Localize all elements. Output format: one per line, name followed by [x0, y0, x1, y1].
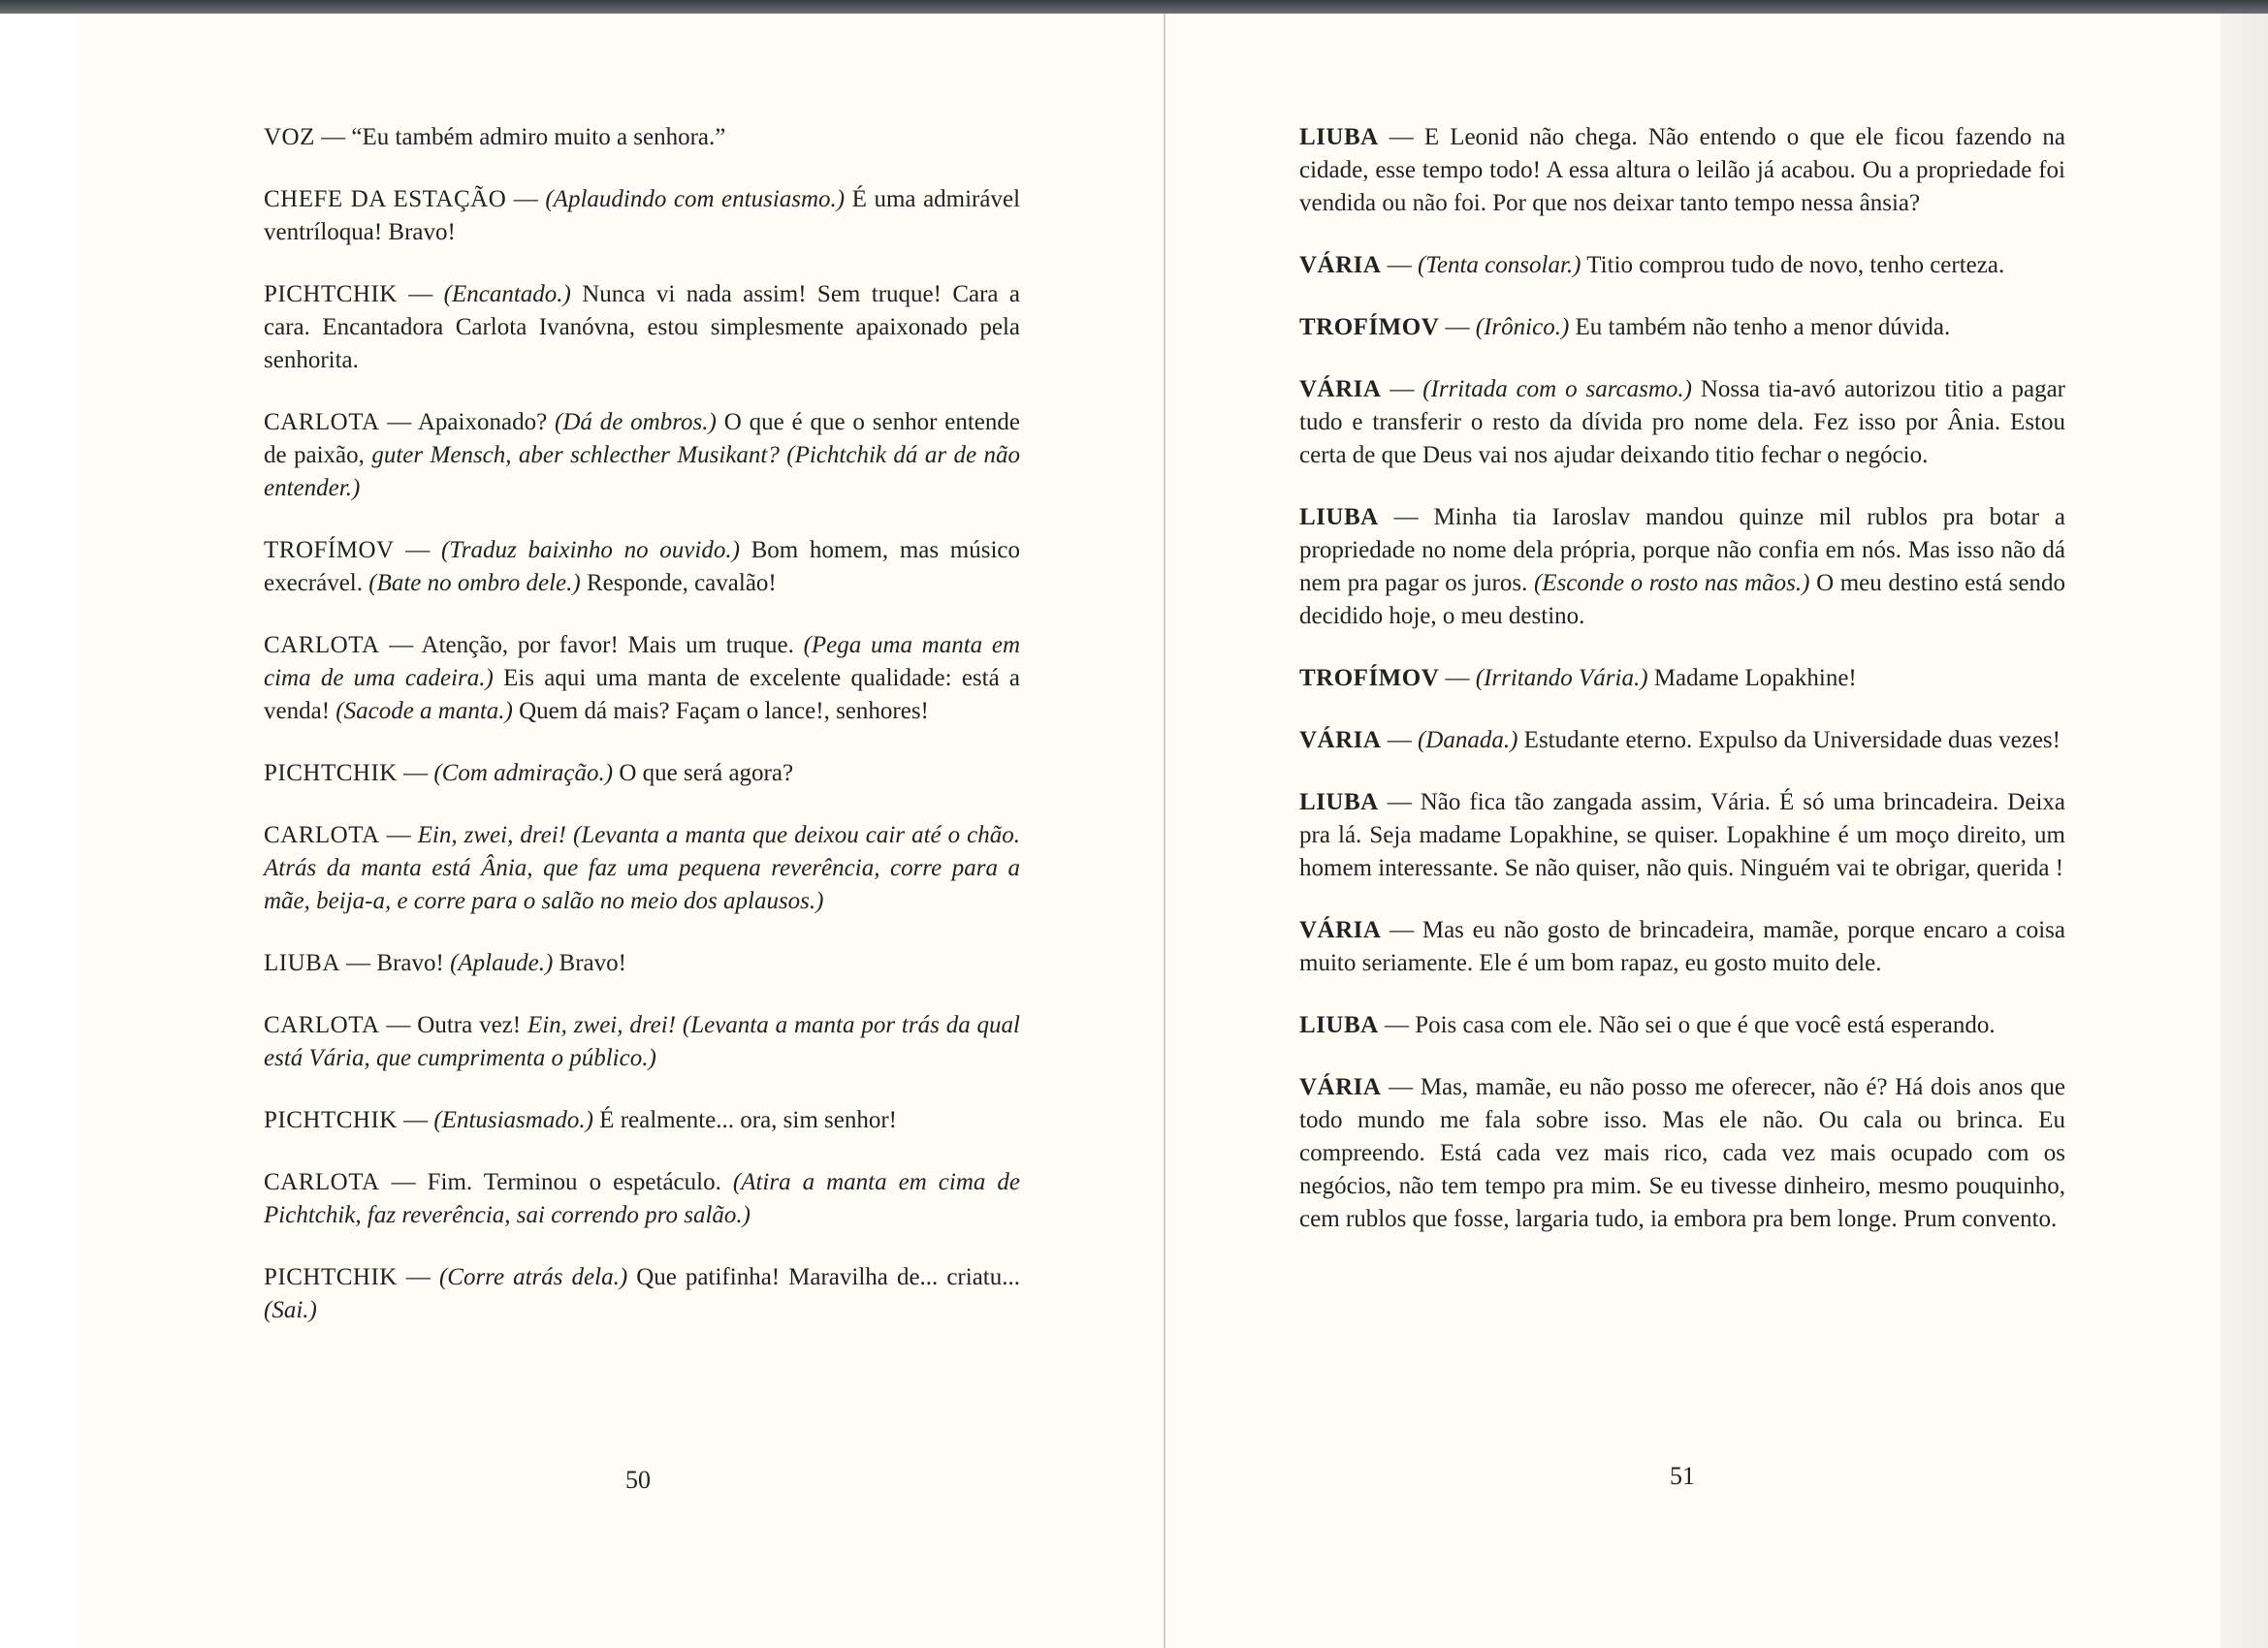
dialogue-line: VÁRIA — (Tenta consolar.) Titio comprou tudo de novo, tenho certeza.: [1299, 252, 2005, 278]
speaker-name: VÁRIA: [1299, 376, 1382, 402]
stage-direction: (Sai.): [264, 1297, 317, 1323]
page-number-left: 50: [625, 1466, 651, 1494]
right-page-text: [1299, 121, 2065, 1265]
dialogue-text: É realmente... ora, sim senhor!: [592, 1107, 898, 1133]
dialogue-text: O que será agora?: [613, 760, 794, 786]
speaker-name: PICHTCHIK: [264, 1107, 398, 1133]
speaker-name: LIUBA: [1299, 1012, 1379, 1038]
stage-direction: (Encantado.): [443, 281, 571, 307]
dialogue-line: LIUBA — Não fica tão zangada assim, Vária. É só uma brincadeira. Deixa pra lá. Seja madame Lopakhine, se quiser. Lopakhine é um moço direito, um homem interessante. Se não quiser, não quis. Ninguém vai te obrigar, querida !: [1299, 789, 2065, 881]
dialogue-line: TROFÍMOV — (Irônico.) Eu também não tenho a menor dúvida.: [1299, 314, 1951, 340]
dialogue-text: Outra vez!: [417, 1012, 527, 1038]
stage-direction: (Traduz baixinho no ouvido.): [440, 537, 740, 563]
stage-direction: (Irônico.): [1475, 314, 1570, 340]
left-page-text: [264, 121, 1020, 1356]
dialogue-text: Titio comprou tudo de novo, tenho certeza.: [1581, 252, 2005, 278]
dialogue-text: Atenção, por favor! Mais um truque.: [421, 632, 804, 658]
dialogue-line: CARLOTA — Fim. Terminou o espetáculo. (Atira a manta em cima de Pichtchik, faz reverência, sai correndo pro salão.): [264, 1169, 1021, 1228]
stage-direction: (Bate no ombro dele.): [368, 570, 581, 596]
speaker-name: CARLOTA: [264, 632, 380, 658]
dialogue-line: CARLOTA — Ein, zwei, drei! (Levanta a manta que deixou cair até o chão. Atrás da manta está Ânia, que faz uma pequena reverência, corre para a mãe, beija-a, e corre para o salão no meio dos aplausos.): [264, 822, 1021, 914]
stage-direction: (Tenta consolar.): [1417, 252, 1581, 278]
stage-direction: (Irritando Vária.): [1475, 665, 1648, 691]
dialogue-text: Mas, mamãe, eu não posso me oferecer, não é? Há dois anos que todo mundo me fala sobre isso. Mas ele não. Ou cala ou brinca. Eu compreendo. Está cada vez mais rico, cada vez mais ocupado com os negócios, não tem tempo pra mim. Se eu tivesse dinheiro, mesmo pouquinho, cem rublos que fosse, largaria tudo, ia embora pra bem longe. Prum convento.: [1299, 1074, 2065, 1232]
speaker-name: CHEFE DA ESTAÇÃO: [264, 186, 507, 212]
stage-direction: (Entusiasmado.): [433, 1107, 593, 1133]
speaker-name: PICHTCHIK: [264, 281, 398, 307]
dialogue-line: VÁRIA — Mas, mamãe, eu não posso me oferecer, não é? Há dois anos que todo mundo me fala sobre isso. Mas ele não. Ou cala ou brinca. Eu compreendo. Está cada vez mais rico, cada vez mais ocupado com os negócios, não tem tempo pra mim. Se eu tivesse dinheiro, mesmo pouquinho, cem rublos que fosse, largaria tudo, ia embora pra bem longe. Prum convento.: [1299, 1074, 2065, 1232]
dialogue-line: VÁRIA — (Irritada com o sarcasmo.) Nossa tia-avó autorizou titio a pagar tudo e transferir o resto da dívida pro nome dela. Fez isso por Ânia. Estou certa de que Deus vai nos ajudar deixando titio fechar o negócio.: [1299, 376, 2066, 468]
stage-direction: (Pega uma manta em cima de uma cadeira.): [264, 632, 1020, 691]
speaker-name: LIUBA: [264, 950, 340, 976]
speaker-name: TROFÍMOV: [1299, 665, 1440, 691]
speaker-name: CARLOTA: [264, 409, 380, 435]
stage-direction: Ein, zwei, drei! (Levanta a manta que deixou cair até o chão. Atrás da manta está Ânia, que faz uma pequena reverência, corre para a mãe, beija-a, e corre para o salão no meio dos aplausos.): [264, 822, 1021, 914]
stage-direction: (Esconde o rosto nas mãos.): [1533, 570, 1810, 596]
dialogue-text: Responde, cavalão!: [580, 570, 777, 596]
dialogue-text: E Leonid não chega. Não entendo o que ele ficou fazendo na cidade, esse tempo todo! A essa altura o leilão já acabou. Ou a propriedade foi vendida ou não foi. Por que nos deixar tanto tempo nessa ânsia?: [1299, 124, 2065, 216]
dialogue-text: Madame Lopakhine!: [1647, 665, 1857, 691]
dialogue-line: VÁRIA — Mas eu não gosto de brincadeira, mamãe, porque encaro a coisa muito seriamente. Ele é um bom rapaz, eu gosto muito dele.: [1299, 917, 2066, 976]
dialogue-text: Minha tia Iaroslav mandou quinze mil rublos pra botar a propriedade no nome dela própria, porque não confia em nós. Mas isso não dá nem pra pagar os juros.: [1299, 504, 2065, 596]
stage-direction: (Com admiração.): [433, 760, 614, 786]
dialogue-line: PICHTCHIK — (Corre atrás dela.) Que patifinha! Maravilha de... criatu... (Sai.): [264, 1264, 1020, 1323]
stage-direction: (Sacode a manta.): [335, 698, 513, 724]
speaker-name: CARLOTA: [264, 822, 380, 848]
dialogue-text: Eis aqui uma manta de excelente qualidade: está a venda!: [264, 665, 1020, 724]
dialogue-line: VÁRIA — (Danada.) Estudante eterno. Expulso da Universidade duas vezes!: [1299, 727, 2060, 753]
dialogue-text: Bravo!: [553, 950, 626, 976]
dialogue-line: PICHTCHIK — (Entusiasmado.) É realmente... ora, sim senhor!: [264, 1107, 898, 1133]
dialogue-text: Mas eu não gosto de brincadeira, mamãe, porque encaro a coisa muito seriamente. Ele é um bom rapaz, eu gosto muito dele.: [1299, 917, 2066, 976]
stage-direction: (Aplaudindo com entusiasmo.): [545, 186, 846, 212]
dialogue-text: Bravo!: [376, 950, 451, 976]
speaker-name: LIUBA: [1299, 504, 1379, 530]
speaker-name: PICHTCHIK: [264, 760, 398, 786]
dialogue-line: TROFÍMOV — (Irritando Vária.) Madame Lopakhine!: [1299, 665, 1857, 691]
speaker-name: LIUBA: [1299, 789, 1379, 815]
stage-direction: (Aplaude.): [450, 950, 554, 976]
speaker-name: TROFÍMOV: [264, 537, 395, 563]
speaker-name: VÁRIA: [1299, 917, 1382, 943]
stage-direction: (Atira a manta em cima de Pichtchik, faz reverência, sai correndo pro salão.): [264, 1169, 1021, 1228]
dialogue-line: LIUBA — Minha tia Iaroslav mandou quinze mil rublos pra botar a propriedade no nome dela própria, porque não confia em nós. Mas isso não dá nem pra pagar os juros. (Esconde o rosto nas mãos.) O meu destino está sendo decidido hoje, o meu destino.: [1299, 504, 2065, 629]
speaker-name: VÁRIA: [1299, 727, 1382, 753]
stage-direction: (Dá de ombros.): [555, 409, 717, 435]
dialogue-text: Quem dá mais? Façam o lance!, senhores!: [512, 698, 929, 724]
dialogue-text: O meu destino está sendo decidido hoje, o meu destino.: [1299, 570, 2065, 629]
stage-direction: (Corre atrás dela.): [438, 1264, 628, 1290]
dialogue-text: “Eu também admiro muito a senhora.”: [351, 124, 726, 150]
dialogue-line: VOZ — “Eu também admiro muito a senhora.”: [264, 124, 726, 150]
stage-direction: (Irritada com o sarcasmo.): [1422, 376, 1692, 402]
stage-direction: Ein, zwei, drei! (Levanta a manta por trás da qual está Vária, que cumprimenta o público.): [264, 1012, 1021, 1071]
dialogue-line: CHEFE DA ESTAÇÃO — (Aplaudindo com entusiasmo.) É uma admirável ventríloqua! Bravo!: [264, 186, 1021, 245]
dialogue-text: Apaixonado?: [417, 409, 556, 435]
speaker-name: VOZ: [264, 124, 315, 150]
dialogue-line: PICHTCHIK — (Com admiração.) O que será agora?: [264, 760, 794, 786]
dialogue-line: TROFÍMOV — (Traduz baixinho no ouvido.) Bom homem, mas músico execrável. (Bate no ombro dele.) Responde, cavalão!: [264, 537, 1020, 596]
dialogue-line: LIUBA — E Leonid não chega. Não entendo o que ele ficou fazendo na cidade, esse tempo todo! A essa altura o leilão já acabou. Ou a propriedade foi vendida ou não foi. Por que nos deixar tanto tempo nessa ânsia?: [1299, 124, 2065, 216]
dialogue-line: PICHTCHIK — (Encantado.) Nunca vi nada assim! Sem truque! Cara a cara. Encantadora Carlota Ivanóvna, estou simplesmente apaixonado pela senhorita.: [264, 281, 1021, 373]
dialogue-text: Bom homem, mas músico execrável.: [264, 537, 1020, 596]
speaker-name: TROFÍMOV: [1299, 314, 1440, 340]
speaker-name: LIUBA: [1299, 124, 1379, 150]
speaker-name: VÁRIA: [1299, 252, 1382, 278]
speaker-name: CARLOTA: [264, 1012, 380, 1038]
speaker-name: PICHTCHIK: [264, 1264, 398, 1290]
dialogue-text: Nunca vi nada assim! Sem truque! Cara a cara. Encantadora Carlota Ivanóvna, estou simplesmente apaixonado pela senhorita.: [264, 281, 1021, 373]
dialogue-line: CARLOTA — Outra vez! Ein, zwei, drei! (Levanta a manta por trás da qual está Vária, que cumprimenta o público.): [264, 1012, 1021, 1071]
stage-direction: (Danada.): [1417, 727, 1518, 753]
stage-direction: guter Mensch, aber schlecther Musikant? (Pichtchik dá ar de não entender.): [264, 442, 1021, 501]
book-spine: [1164, 14, 1166, 1648]
dialogue-text: Estudante eterno. Expulso da Universidade duas vezes!: [1517, 727, 2060, 753]
speaker-name: CARLOTA: [264, 1169, 380, 1195]
dialogue-line: CARLOTA — Atenção, por favor! Mais um truque. (Pega uma manta em cima de uma cadeira.) Eis aqui uma manta de excelente qualidade: está a venda! (Sacode a manta.) Quem dá mais? Façam o lance!, senhores!: [264, 632, 1020, 724]
dialogue-text: Que patifinha! Maravilha de... criatu...: [627, 1264, 1020, 1290]
scanner-edge: [0, 0, 2268, 14]
dialogue-text: Nossa tia-avó autorizou titio a pagar tudo e transferir o resto da dívida pro nome dela. Fez isso por Ânia. Estou certa de que Deus vai nos ajudar deixando titio fechar o negócio.: [1299, 376, 2066, 468]
page-edge: [2220, 14, 2268, 1648]
page-number-right: 51: [1670, 1462, 1695, 1490]
dialogue-text: Eu também não tenho a menor dúvida.: [1569, 314, 1951, 340]
dialogue-text: É uma admirável ventríloqua! Bravo!: [264, 186, 1021, 245]
dialogue-line: CARLOTA — Apaixonado? (Dá de ombros.) O que é que o senhor entende de paixão, guter Mensch, aber schlecther Musikant? (Pichtchik dá ar de não entender.): [264, 409, 1021, 501]
dialogue-text: Pois casa com ele. Não sei o que é que você está esperando.: [1415, 1012, 1996, 1038]
dialogue-text: O que é que o senhor entende de paixão,: [264, 409, 1020, 468]
speaker-name: VÁRIA: [1299, 1074, 1382, 1100]
dialogue-text: Fim. Terminou o espetáculo.: [427, 1169, 733, 1195]
dialogue-line: LIUBA — Pois casa com ele. Não sei o que é que você está esperando.: [1299, 1012, 1996, 1038]
dialogue-text: Não fica tão zangada assim, Vária. É só uma brincadeira. Deixa pra lá. Seja madame Lopakhine, se quiser. Lopakhine é um moço direito, um homem interessante. Se não quiser, não quis. Ninguém vai te obrigar, querida !: [1299, 789, 2065, 881]
dialogue-line: LIUBA — Bravo! (Aplaude.) Bravo!: [264, 950, 626, 976]
